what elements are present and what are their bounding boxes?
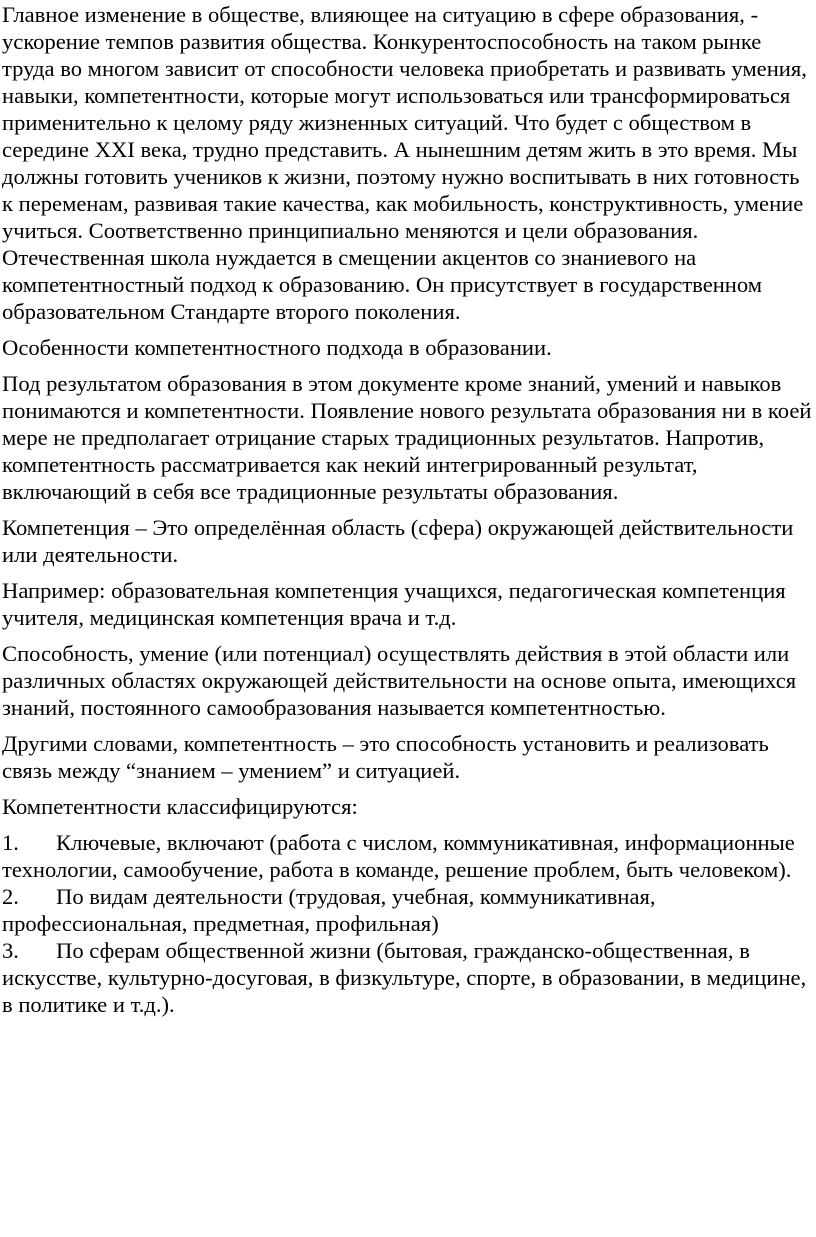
paragraph-other-words: Другими словами, компетентность – это способность установить и реализовать связь между “знанием – умением” и ситуацией. bbox=[2, 731, 769, 783]
list-item bbox=[2, 829, 814, 883]
paragraph-competency-definition: Способность, умение (или потенциал) осуществлять действия в этой области или различных областях окружающей действительности на основе опыта, имеющихся знаний, постоянного самообразования называется компетентностью. bbox=[2, 641, 797, 720]
classification-list bbox=[2, 829, 814, 1018]
paragraph-heading-features: Особенности компетентностного подхода в образовании. bbox=[2, 335, 552, 360]
list-item-number: 2. bbox=[2, 884, 19, 909]
paragraph-classification-intro: Компетентности классифицируются: bbox=[2, 794, 358, 819]
list-item-text: По сферам общественной жизни (бытовая, гражданско-общественная, в искусстве, культурно-досуговая, в физкультуре, спорте, в образовании, в медицине, в политике и т.д.). bbox=[2, 938, 807, 1017]
list-item-number: 3. bbox=[2, 938, 19, 963]
paragraph-competence-definition: Компетенция – Это определённая область (сфера) окружающей действительности или деятельности. bbox=[2, 515, 794, 567]
paragraph-example: Например: образовательная компетенция учащихся, педагогическая компетенция учителя, медицинская компетенция врача и т.д. bbox=[2, 578, 786, 630]
list-item-text: Ключевые, включают (работа с числом, коммуникативная, информационные технологии, самообучение, работа в команде, решение проблем, быть человеком). bbox=[2, 830, 795, 882]
document-page bbox=[2, 0, 814, 1018]
list-item-text: По видам деятельности (трудовая, учебная, коммуникативная, профессиональная, предметная, профильная) bbox=[2, 884, 656, 936]
list-item bbox=[2, 883, 814, 937]
list-item-number: 1. bbox=[2, 830, 19, 855]
list-item bbox=[2, 937, 814, 1018]
paragraph-education-result: Под результатом образования в этом документе кроме знаний, умений и навыков понимаются и компетентности. Появление нового результата образования ни в коей мере не предполагает отрицание старых традиционных результатов. Напротив, компетентность рассматривается как некий интегрированный результат, включающий в себя все традиционные результаты образования. bbox=[2, 371, 812, 504]
paragraph-intro: Главное изменение в обществе, влияющее на ситуацию в сфере образования, - ускорение темпов развития общества. Конкурентоспособность на таком рынке труда во многом зависит от способности человека приобретать и развивать умения, навыки, компетентности, которые могут использоваться или трансформироваться применительно к целому ряду жизненных ситуаций. Что будет с обществом в середине XXI века, трудно представить. А нынешним детям жить в это время. Мы должны готовить учеников к жизни, поэтому нужно воспитывать в них готовность к переменам, развивая такие качества, как мобильность, конструктивность, умение учиться. Соответственно принципиально меняются и цели образования. Отечественная школа нуждается в смещении акцентов со знаниевого на компетентностный подход к образованию. Он присутствует в государственном образовательном Стандарте второго поколения. bbox=[2, 2, 807, 324]
